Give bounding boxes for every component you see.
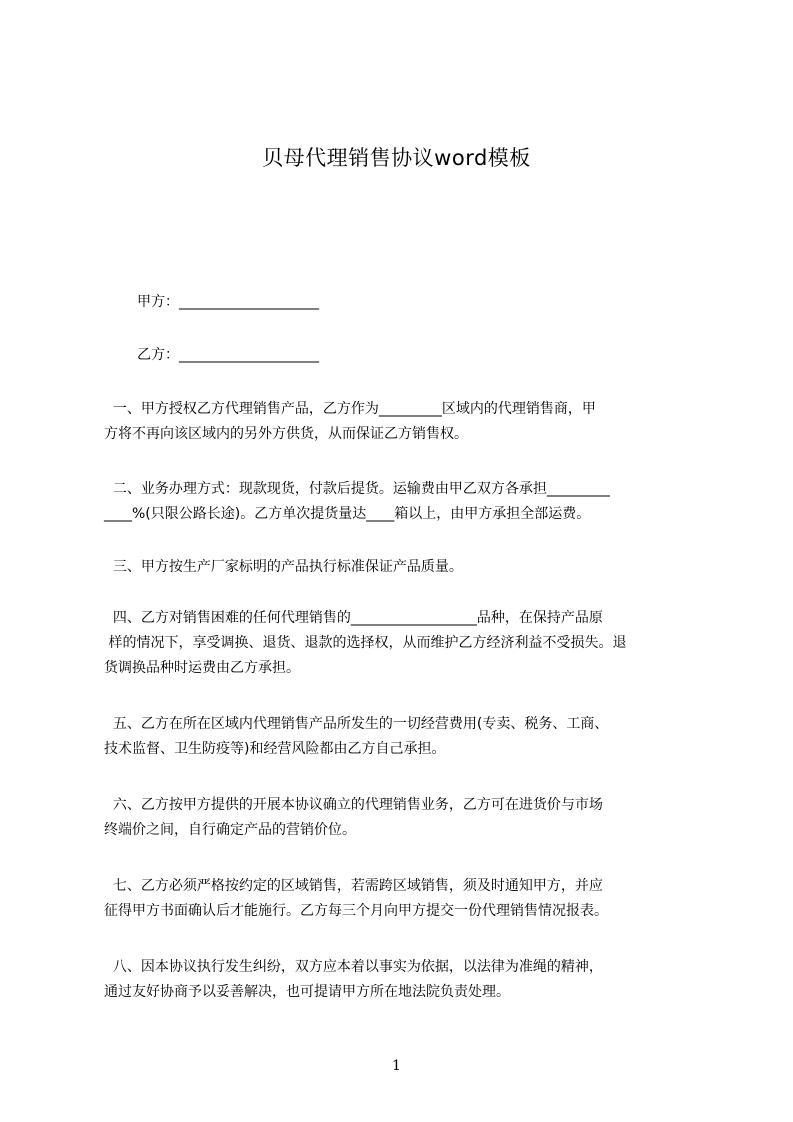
clause-7-line-1: 七、乙方必须严格按约定的区域销售，若需跨区域销售，须及时通知甲方，并应 <box>104 878 603 894</box>
clause-5-line-1: 五、乙方在所在区域内代理销售产品所发生的一切经营费用(专卖、税务、工商、 <box>104 716 609 732</box>
party-a-line: 甲方：____________________ <box>137 294 319 310</box>
page-number: 1 <box>392 1058 401 1074</box>
clause-1 <box>104 397 701 447</box>
clause-1-line-1: 一、甲方授权乙方代理销售产品，乙方作为_________区域内的代理销售商，甲 <box>104 401 596 417</box>
clause-4 <box>104 606 701 681</box>
clause-7 <box>104 874 701 924</box>
clause-4-line-1: 四、乙方对销售困难的任何代理销售的__________________品种，在保持产品原 <box>104 610 603 626</box>
document-title: 贝母代理销售协议word模板 <box>262 146 531 170</box>
clause-6 <box>104 793 701 843</box>
clause-7-line-2: 征得甲方书面确认后才能施行。乙方每三个月向甲方提交一份代理销售情况报表。 <box>104 903 608 919</box>
clause-2-line-1: 二、业务办理方式：现款现货，付款后提货。运输费由甲乙双方各承担_________ <box>104 481 610 497</box>
clause-6-line-2: 终端价之间，自行确定产品的营销价位。 <box>104 822 356 838</box>
clause-2-line-2: ____%(只限公路长途)。乙方单次提货量达____箱以上，由甲方承担全部运费。 <box>104 506 591 522</box>
clause-8-line-2: 通过友好协商予以妥善解决，也可提请甲方所在地法院负责处理。 <box>104 984 510 1000</box>
clause-4-line-3: 货调换品种时运费由乙方承担。 <box>104 660 300 676</box>
clause-4-line-2: 样的情况下，享受调换、退货、退款的选择权，从而维护乙方经济利益不受损失。退 <box>104 635 627 651</box>
clause-5-line-2: 技术监督、卫生防疫等)和经营风险都由乙方自己承担。 <box>104 741 446 757</box>
clause-6-line-1: 六、乙方按甲方提供的开展本协议确立的代理销售业务，乙方可在进货价与市场 <box>104 797 603 813</box>
clause-8-line-1: 八、因本协议执行发生纠纷，双方应本着以事实为依据，以法律为准绳的精神， <box>104 959 603 975</box>
clause-2 <box>104 477 701 527</box>
clause-5 <box>104 712 701 762</box>
clause-8 <box>104 955 701 1005</box>
clause-3-line-1: 三、甲方按生产厂家标明的产品执行标准保证产品质量。 <box>104 559 463 575</box>
party-b-line: 乙方：____________________ <box>137 347 319 363</box>
clause-1-line-2: 方将不再向该区域内的另外方供货，从而保证乙方销售权。 <box>104 426 468 442</box>
clause-3 <box>104 555 701 580</box>
